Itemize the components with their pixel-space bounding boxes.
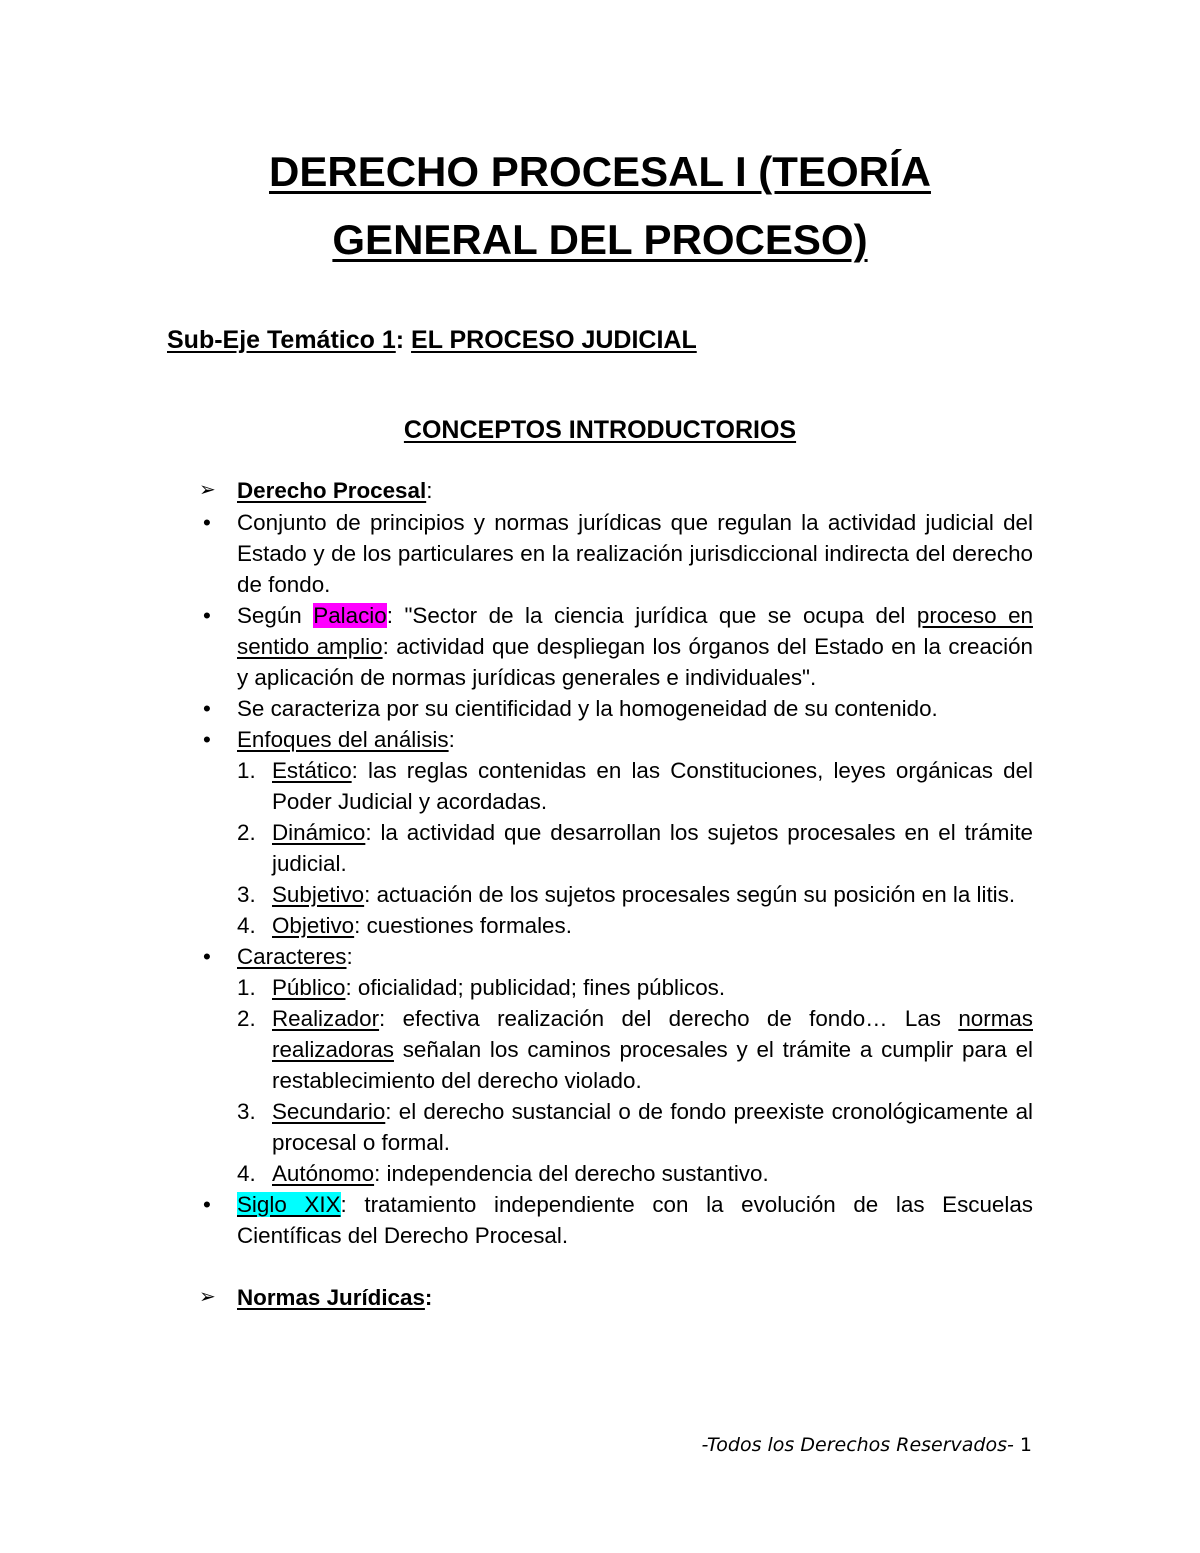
list-item	[167, 1189, 1033, 1251]
item-text: señalan los caminos procesales y el trámite a cumplir para el restablecimiento del derecho violado.	[272, 1037, 1033, 1093]
item-term: Objetivo	[272, 913, 355, 938]
item-number: 1.	[237, 758, 256, 783]
list-item	[167, 724, 1033, 755]
item-text: : el derecho sustancial o de fondo preexiste cronológicamente al procesal o formal.	[272, 1099, 1033, 1155]
item-number: 3.	[237, 1099, 256, 1124]
item-number: 4.	[237, 913, 256, 938]
numbered-item	[167, 817, 1033, 879]
bullet-text: Según	[237, 603, 314, 628]
footer-text: -Todos los Derechos Reservados-	[701, 1434, 1014, 1456]
item-term: Dinámico	[272, 820, 366, 845]
bullet-icon: •	[203, 603, 211, 628]
numbered-item	[167, 910, 1033, 941]
sub-eje-label: Sub-Eje Temático 1	[167, 326, 396, 354]
bullet-text: Se caracteriza por su cientificidad y la homogeneidad de su contenido.	[237, 696, 938, 721]
item-text: : la actividad que desarrollan los sujetos procesales en el trámite judicial.	[272, 820, 1033, 876]
term-proceso-amplio: proceso en sentido amplio	[237, 603, 1033, 659]
item-text: : cuestiones formales.	[354, 913, 572, 938]
list-item	[167, 600, 1033, 693]
item-text: : independencia del derecho sustantivo.	[374, 1161, 769, 1186]
derecho-procesal-label: Derecho Procesal	[237, 478, 427, 503]
caracteres-label: Caracteres	[237, 944, 347, 969]
list-item	[167, 507, 1033, 600]
item-term: Autónomo	[272, 1161, 375, 1186]
bullet-icon: •	[203, 1192, 211, 1217]
bullet-text: : tratamiento independiente con la evolución de las Escuelas Científicas del Derecho Procesal.	[237, 1192, 1033, 1248]
numbered-item	[167, 879, 1033, 910]
item-term: Estático	[272, 758, 352, 783]
item-term: normas realizadoras	[272, 1006, 1033, 1062]
list-item	[167, 941, 1033, 972]
item-number: 3.	[237, 882, 256, 907]
arrow-bullet-icon: ➢	[199, 1286, 216, 1308]
bullet-icon: •	[203, 727, 211, 752]
document-body	[167, 475, 1033, 1313]
derecho-procesal-heading	[167, 475, 1033, 506]
caracteres-colon: :	[346, 944, 353, 969]
item-term: Subjetivo	[272, 882, 365, 907]
numbered-item	[167, 1158, 1033, 1189]
item-number: 4.	[237, 1161, 256, 1186]
bullet-text: : "Sector de la ciencia jurídica que se ocupa del	[386, 603, 917, 628]
arrow-bullet-icon: ➢	[199, 479, 216, 501]
bullet-icon: •	[203, 696, 211, 721]
normas-label: Normas Jurídicas	[237, 1285, 425, 1310]
item-term: Público	[272, 975, 346, 1000]
item-number: 2.	[237, 820, 256, 845]
highlight-siglo-xix: Siglo XIX	[237, 1192, 341, 1217]
enfoques-colon: :	[448, 727, 455, 752]
sub-eje-topic: EL PROCESO JUDICIAL	[411, 326, 697, 354]
page-footer	[702, 1434, 1032, 1456]
numbered-item	[167, 755, 1033, 817]
bullet-text: : actividad que despliegan los órganos del Estado en la creación y aplicación de normas jurídicas generales e individuales".	[237, 634, 1033, 690]
title-line-2: GENERAL DEL PROCESO)	[332, 216, 868, 263]
section-heading: CONCEPTOS INTRODUCTORIOS	[403, 416, 797, 444]
item-term: Realizador	[272, 1006, 380, 1031]
document-title	[150, 138, 1050, 274]
bullet-icon: •	[203, 510, 211, 535]
item-number: 1.	[237, 975, 256, 1000]
item-term: Secundario	[272, 1099, 386, 1124]
item-text: : oficialidad; publicidad; fines públicos.	[345, 975, 726, 1000]
item-text: : las reglas contenidas en las Constituciones, leyes orgánicas del Poder Judicial y acordadas.	[272, 758, 1033, 814]
enfoques-label: Enfoques del análisis	[237, 727, 449, 752]
bullet-text: Conjunto de principios y normas jurídicas que regulan la actividad judicial del Estado y de los particulares en la realización jurisdiccional indirecta del derecho de fondo.	[237, 510, 1033, 597]
numbered-item	[167, 1003, 1033, 1096]
bullet-icon: •	[203, 944, 211, 969]
sub-eje-colon: :	[395, 326, 405, 354]
item-text: : efectiva realización del derecho de fondo… Las	[379, 1006, 959, 1031]
item-number: 2.	[237, 1006, 256, 1031]
page-number: 1	[1019, 1434, 1032, 1456]
spacer	[167, 1251, 1033, 1282]
numbered-item	[167, 1096, 1033, 1158]
normas-colon: :	[424, 1285, 433, 1310]
normas-heading	[167, 1282, 1033, 1313]
item-text: : actuación de los sujetos procesales según su posición en la litis.	[364, 882, 1016, 907]
derecho-procesal-colon: :	[426, 478, 433, 503]
highlight-palacio: Palacio	[313, 603, 387, 628]
title-line-1: DERECHO PROCESAL I (TEORÍA	[269, 148, 931, 195]
list-item	[167, 693, 1033, 724]
numbered-item	[167, 972, 1033, 1003]
sub-eje-heading	[167, 326, 697, 355]
